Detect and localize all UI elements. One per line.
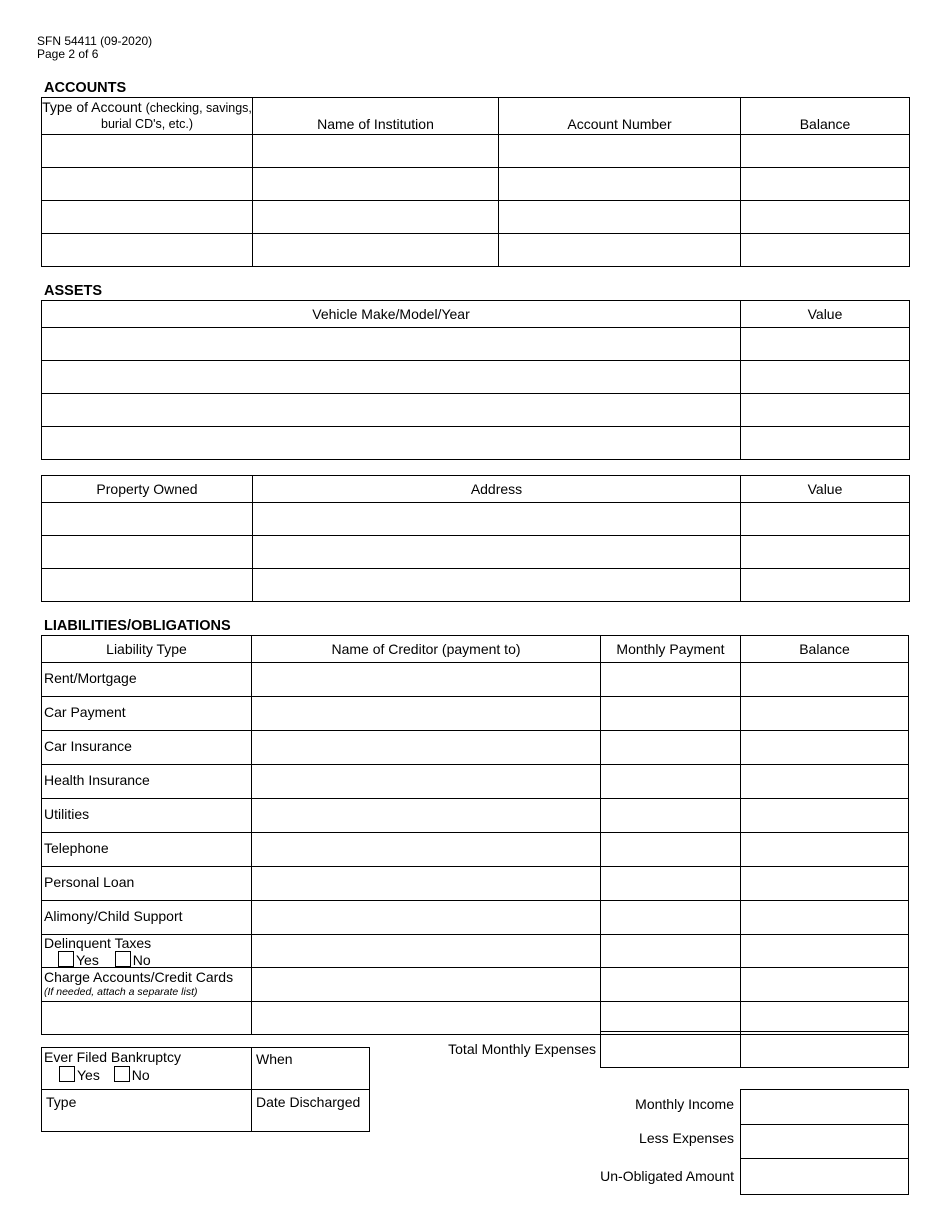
- table-row: [42, 799, 909, 833]
- delinquent-taxes-cell: [42, 935, 252, 968]
- col-monthly-payment: Monthly Payment: [601, 636, 741, 663]
- col-vehicle: Vehicle Make/Model/Year: [42, 301, 741, 328]
- unobligated-field[interactable]: [740, 1158, 909, 1195]
- monthly-payment-field[interactable]: [601, 663, 741, 697]
- table-row: [42, 697, 909, 731]
- liability-type-label: Utilities: [42, 799, 252, 833]
- vehicle-field[interactable]: [42, 394, 741, 427]
- creditor-field[interactable]: [252, 731, 601, 765]
- delinquent-yes-label: Yes: [76, 952, 99, 968]
- accounts-header-row: [42, 98, 910, 135]
- table-row: [42, 503, 910, 536]
- creditor-field[interactable]: [252, 968, 601, 1002]
- monthly-income-field[interactable]: [740, 1089, 909, 1125]
- table-row: [42, 731, 909, 765]
- account-number-field[interactable]: [499, 135, 741, 168]
- property-field[interactable]: [42, 536, 253, 569]
- col-liability-balance: Balance: [741, 636, 909, 663]
- creditor-field[interactable]: [252, 765, 601, 799]
- liability-balance-field[interactable]: [741, 1002, 909, 1035]
- vehicle-value-field[interactable]: [741, 328, 910, 361]
- liabilities-table: [41, 635, 909, 1035]
- property-value-field[interactable]: [741, 536, 910, 569]
- vehicle-field[interactable]: [42, 328, 741, 361]
- table-row: [42, 663, 909, 697]
- col-account-type: [42, 98, 253, 135]
- address-field[interactable]: [253, 536, 741, 569]
- liability-type-label: Alimony/Child Support: [42, 901, 252, 935]
- accounts-table: [41, 97, 910, 267]
- vehicle-value-field[interactable]: [741, 394, 910, 427]
- col-account-type-label: Type of Account: [42, 99, 142, 115]
- table-row: [42, 168, 910, 201]
- monthly-payment-field[interactable]: [601, 833, 741, 867]
- date-discharged-field[interactable]: [252, 1090, 370, 1132]
- liability-type-label: Personal Loan: [42, 867, 252, 901]
- table-row: [42, 935, 909, 968]
- creditor-field[interactable]: [252, 1002, 601, 1035]
- monthly-payment-field[interactable]: [601, 765, 741, 799]
- monthly-payment-field[interactable]: [601, 697, 741, 731]
- account-number-field[interactable]: [499, 168, 741, 201]
- accounts-title: ACCOUNTS: [44, 80, 127, 96]
- table-row: [42, 361, 910, 394]
- delinquent-taxes-label: Delinquent Taxes: [44, 935, 152, 951]
- address-field[interactable]: [253, 503, 741, 536]
- institution-field[interactable]: [253, 135, 499, 168]
- institution-field[interactable]: [253, 168, 499, 201]
- liabilities-title: LIABILITIES/OBLIGATIONS: [44, 618, 231, 634]
- monthly-payment-field[interactable]: [601, 867, 741, 901]
- col-institution: Name of Institution: [253, 98, 499, 135]
- liability-type-label: Car Payment: [42, 697, 252, 731]
- liability-type-label: Car Insurance: [42, 731, 252, 765]
- bankruptcy-table: [41, 1047, 370, 1132]
- liability-balance-field[interactable]: [741, 765, 909, 799]
- account-number-field[interactable]: [499, 201, 741, 234]
- liability-balance-field[interactable]: [741, 799, 909, 833]
- col-balance: Balance: [741, 98, 910, 135]
- account-number-field[interactable]: [499, 234, 741, 267]
- less-expenses-field[interactable]: [740, 1124, 909, 1159]
- table-row: [42, 536, 910, 569]
- balance-field[interactable]: [741, 168, 910, 201]
- property-field[interactable]: [42, 569, 253, 602]
- monthly-payment-field[interactable]: [601, 968, 741, 1002]
- table-row: [42, 968, 909, 1002]
- less-expenses-label: Less Expenses: [639, 1130, 734, 1146]
- bankruptcy-no-label: No: [131, 1067, 150, 1083]
- col-property-value: Value: [741, 476, 910, 503]
- delinquent-yes-checkbox[interactable]: [58, 951, 74, 967]
- form-header: [37, 35, 152, 61]
- bankruptcy-yes-checkbox[interactable]: [59, 1066, 75, 1082]
- liability-type-label: Health Insurance: [42, 765, 252, 799]
- monthly-payment-field[interactable]: [601, 1002, 741, 1035]
- delinquent-no-checkbox[interactable]: [115, 951, 131, 967]
- bankruptcy-type-label: Type: [46, 1094, 77, 1110]
- vehicle-field[interactable]: [42, 361, 741, 394]
- creditor-field[interactable]: [252, 697, 601, 731]
- liability-type-label: Telephone: [42, 833, 252, 867]
- property-field[interactable]: [42, 503, 253, 536]
- bankruptcy-yes-label: Yes: [77, 1067, 100, 1083]
- liability-balance-field[interactable]: [741, 663, 909, 697]
- table-row: [42, 427, 910, 460]
- creditor-field[interactable]: [252, 663, 601, 697]
- monthly-income-label: Monthly Income: [635, 1096, 734, 1112]
- col-account-number: Account Number: [499, 98, 741, 135]
- monthly-payment-field[interactable]: [601, 935, 741, 968]
- bankruptcy-row: [42, 1090, 370, 1132]
- page-number: Page 2 of 6: [37, 47, 99, 61]
- col-address: Address: [253, 476, 741, 503]
- table-row: [42, 765, 909, 799]
- table-row: [42, 867, 909, 901]
- col-property-owned: Property Owned: [42, 476, 253, 503]
- creditor-field[interactable]: [252, 901, 601, 935]
- bankruptcy-filed-cell: [42, 1048, 252, 1090]
- col-vehicle-value: Value: [741, 301, 910, 328]
- assets-title: ASSETS: [44, 283, 103, 299]
- liability-type-field[interactable]: [42, 1002, 252, 1035]
- monthly-payment-field[interactable]: [601, 799, 741, 833]
- balance-field[interactable]: [741, 135, 910, 168]
- col-liability-type: Liability Type: [42, 636, 252, 663]
- balance-field[interactable]: [741, 234, 910, 267]
- liability-balance-field[interactable]: [741, 935, 909, 968]
- table-row: [42, 328, 910, 361]
- account-type-field[interactable]: [42, 168, 253, 201]
- property-value-field[interactable]: [741, 569, 910, 602]
- property-header-row: [42, 476, 910, 503]
- table-row: [42, 833, 909, 867]
- account-type-field[interactable]: [42, 201, 253, 234]
- monthly-payment-field[interactable]: [601, 901, 741, 935]
- bankruptcy-type-field[interactable]: [42, 1090, 252, 1132]
- table-row: [42, 569, 910, 602]
- liability-type-label: Rent/Mortgage: [42, 663, 252, 697]
- delinquent-no-label: No: [132, 952, 151, 968]
- account-type-field[interactable]: [42, 234, 253, 267]
- table-row: [42, 1002, 909, 1035]
- property-value-field[interactable]: [741, 503, 910, 536]
- total-monthly-expenses-label: Total Monthly Expenses: [448, 1041, 596, 1057]
- account-type-field[interactable]: [42, 135, 253, 168]
- bankruptcy-filed-label: Ever Filed Bankruptcy: [44, 1049, 181, 1065]
- institution-field[interactable]: [253, 201, 499, 234]
- date-discharged-label: Date Discharged: [256, 1094, 361, 1110]
- assets-table: [41, 300, 910, 460]
- liabilities-header-row: [42, 636, 909, 663]
- liability-balance-field[interactable]: [741, 731, 909, 765]
- monthly-payment-field[interactable]: [601, 731, 741, 765]
- liability-balance-field[interactable]: [741, 968, 909, 1002]
- vehicle-field[interactable]: [42, 427, 741, 460]
- bankruptcy-no-checkbox[interactable]: [114, 1066, 130, 1082]
- property-table: [41, 475, 910, 602]
- creditor-field[interactable]: [252, 935, 601, 968]
- charge-accounts-note: (If needed, attach a separate list): [44, 985, 198, 998]
- vehicle-value-field[interactable]: [741, 427, 910, 460]
- table-row: [42, 234, 910, 267]
- col-creditor: Name of Creditor (payment to): [252, 636, 601, 663]
- bankruptcy-when-field[interactable]: [252, 1048, 370, 1090]
- vehicle-value-field[interactable]: [741, 361, 910, 394]
- liability-balance-field[interactable]: [741, 697, 909, 731]
- total-monthly-payment-field[interactable]: [600, 1031, 741, 1068]
- liability-balance-field[interactable]: [741, 833, 909, 867]
- table-row: [42, 394, 910, 427]
- creditor-field[interactable]: [252, 799, 601, 833]
- creditor-field[interactable]: [252, 833, 601, 867]
- bankruptcy-row: [42, 1048, 370, 1090]
- creditor-field[interactable]: [252, 867, 601, 901]
- address-field[interactable]: [253, 569, 741, 602]
- liability-balance-field[interactable]: [741, 901, 909, 935]
- total-balance-field[interactable]: [740, 1031, 909, 1068]
- unobligated-label: Un-Obligated Amount: [600, 1168, 734, 1184]
- balance-field[interactable]: [741, 201, 910, 234]
- bankruptcy-when-label: When: [256, 1051, 293, 1067]
- assets-header-row: [42, 301, 910, 328]
- table-row: [42, 901, 909, 935]
- liability-balance-field[interactable]: [741, 867, 909, 901]
- charge-accounts-cell: [42, 968, 252, 1002]
- charge-accounts-label: Charge Accounts/Credit Cards: [44, 968, 234, 985]
- table-row: [42, 135, 910, 168]
- col-account-type-note: (checking, savings, burial CD's, etc.): [101, 101, 252, 131]
- form-id: SFN 54411 (09-2020): [37, 34, 153, 48]
- table-row: [42, 201, 910, 234]
- institution-field[interactable]: [253, 234, 499, 267]
